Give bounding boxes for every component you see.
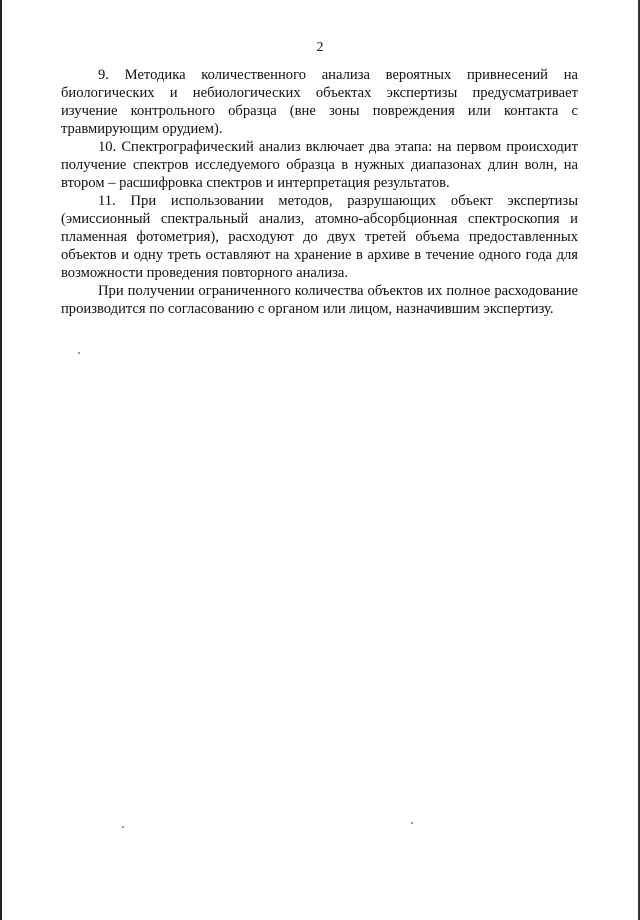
- scan-speck: [122, 826, 124, 828]
- paragraph-9: 9. Методика количественного анализа вероятных привнесений на биологических и небиологических объектах экспертизы предусматривает изучение контрольного образца (вне зоны повреждения или контакта с травмирующим орудием).: [61, 67, 578, 137]
- document-body: [61, 66, 578, 318]
- paragraph-final: При получении ограниченного количества объектов их полное расходование производится по согласованию с органом или лицом, назначившим экспертизу.: [61, 283, 578, 317]
- paragraph-11: 11. При использовании методов, разрушающих объект экспертизы (эмиссионный спектральный анализ, атомно-абсорбционная спектроскопия и пламенная фотометрия), расходуют до двух третей объема предоставленных объектов и одну треть оставляют на хранение в архиве в течение одного года для возможности проведения повторного анализа.: [61, 193, 578, 281]
- scan-speck: [411, 822, 413, 824]
- paragraph-10: 10. Спектрографический анализ включает два этапа: на первом происходит получение спектров исследуемого образца в нужных диапазонах длин волн, на втором – расшифровка спектров и интерпретация результатов.: [61, 139, 578, 191]
- scan-speck: [78, 352, 80, 354]
- page-number: 2: [316, 40, 324, 55]
